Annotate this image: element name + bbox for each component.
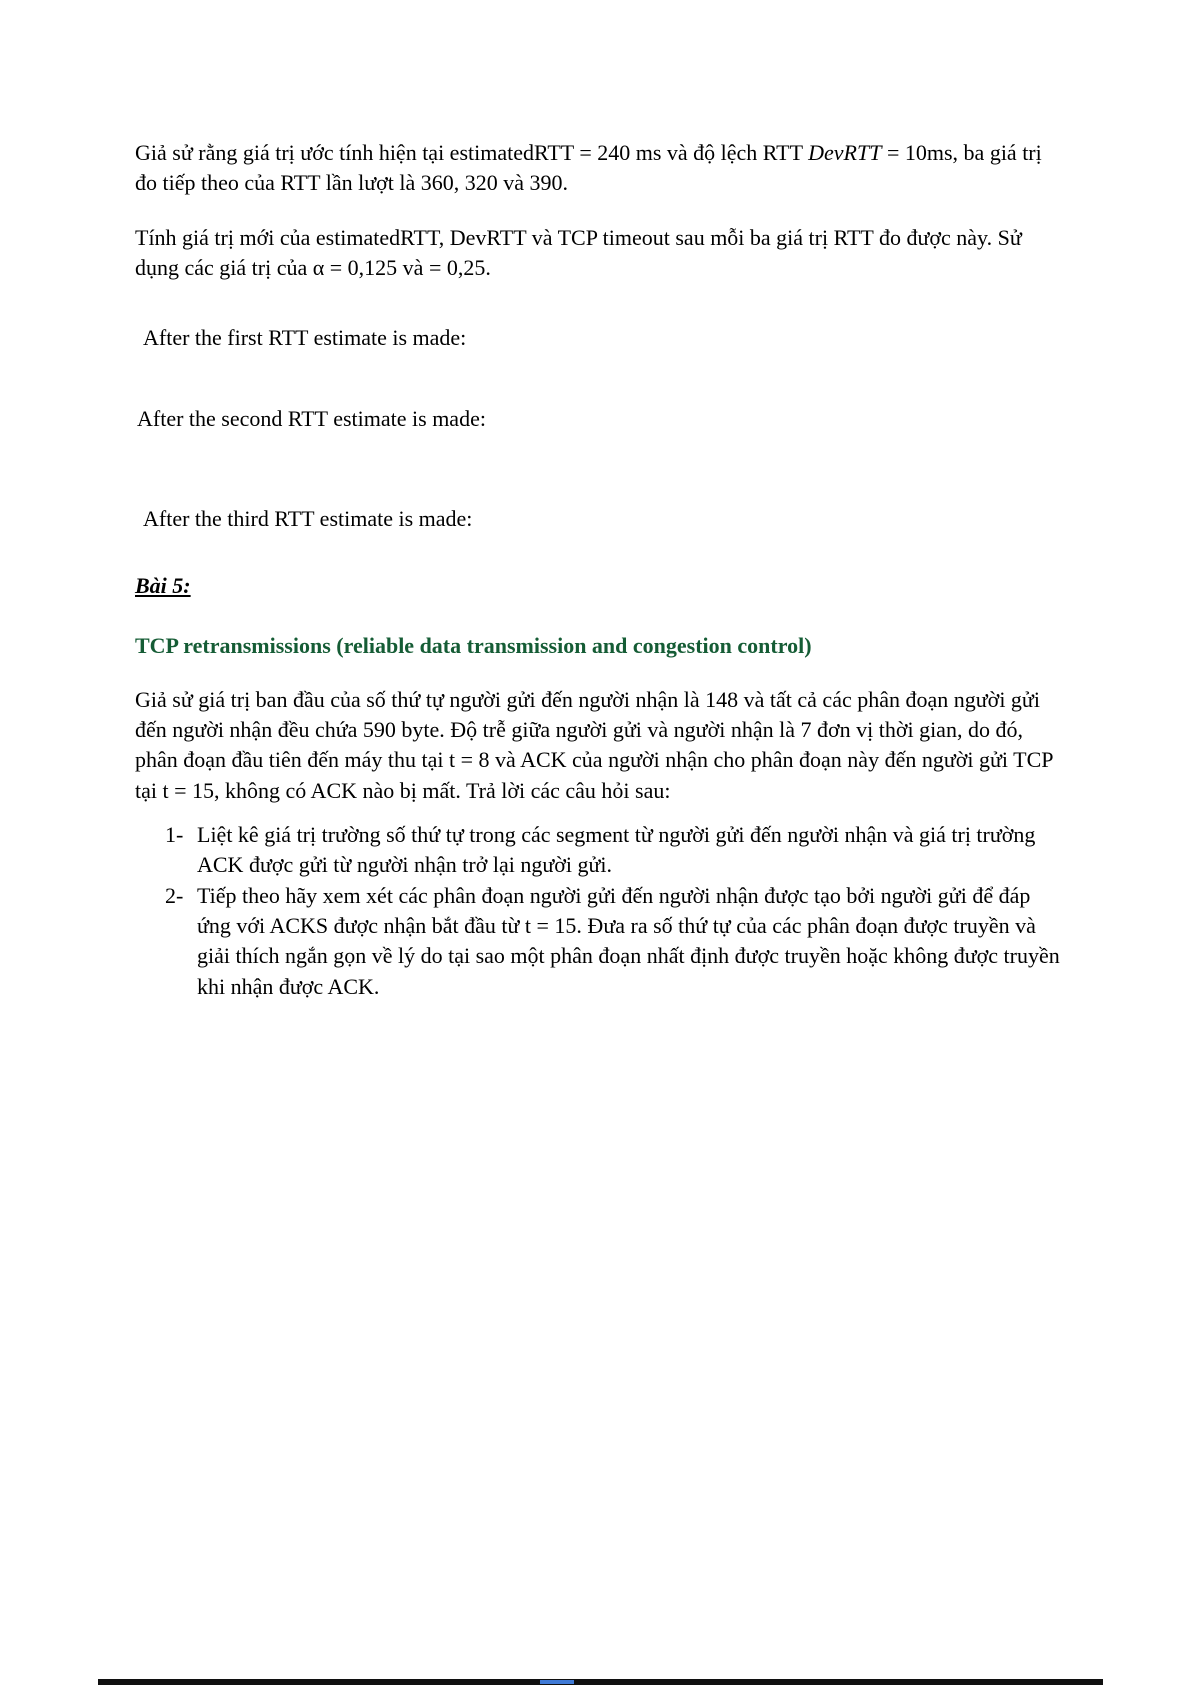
- list-item-number: 1-: [165, 821, 184, 847]
- list-item-text: Liệt kê giá trị trường số thứ tự trong các segment từ người gửi đến người nhận và giá trị trường ACK được gửi từ người nhận trở lại người gửi.: [197, 821, 1036, 878]
- list-item: [165, 820, 1063, 881]
- prompt-second-rtt-estimate: After the second RTT estimate is made:: [137, 405, 486, 431]
- question-list: [135, 820, 1063, 1002]
- list-item-number: 2-: [165, 882, 184, 908]
- list-item-text: Tiếp theo hãy xem xét các phân đoạn người gửi đến người nhận được tạo bởi người gửi để đáp ứng với ACKS được nhận bắt đầu từ t = 15. Đưa ra số thứ tự của các phân đoạn được truyền và giải thích ngắn gọn về lý do tại sao một phân đoạn nhất định được truyền hoặc không được truyền khi nhận được ACK.: [197, 882, 1060, 999]
- rtt-intro-paragraph: [135, 138, 1063, 199]
- rtt-intro-text-after: = 10ms, ba giá trị đo tiếp theo của RTT lần lượt là 360, 320 và 390.: [135, 140, 1042, 196]
- prompt-first-rtt-estimate: After the first RTT estimate is made:: [143, 325, 467, 351]
- list-item: [165, 881, 1063, 1002]
- section-heading-tcp-retransmissions: TCP retransmissions (reliable data transmission and congestion control): [135, 632, 812, 658]
- prompt-third-rtt-estimate: After the third RTT estimate is made:: [143, 506, 473, 532]
- rtt-task-paragraph: Tính giá trị mới của estimatedRTT, DevRTT và TCP timeout sau mỗi ba giá trị RTT đo được này. Sử dụng các giá trị của α = 0,125 và = 0,25.: [135, 224, 1022, 281]
- tcp-scenario-paragraph: Giả sử giá trị ban đầu của số thứ tự người gửi đến người nhận là 148 và tất cả các phân đoạn người gửi đến người nhận đều chứa 590 byte. Độ trễ giữa người gửi và người nhận là 7 đơn vị thời gian, do đó, phân đoạn đầu tiên đến máy thu tại t = 8 và ACK của người nhận cho phân đoạn này đến người gửi TCP tại t = 15, không có ACK nào bị mất. Trả lời các câu hỏi sau:: [135, 686, 1053, 803]
- next-page-edge: [98, 1679, 1103, 1685]
- rtt-intro-text-before: Giả sử rằng giá trị ước tính hiện tại estimatedRTT = 240 ms và độ lệch RTT: [135, 140, 809, 165]
- exercise-heading-bai5: Bài 5:: [135, 572, 191, 598]
- devrtt-italic-term: DevRTT: [808, 140, 882, 165]
- scroll-accent-mark: [540, 1680, 574, 1684]
